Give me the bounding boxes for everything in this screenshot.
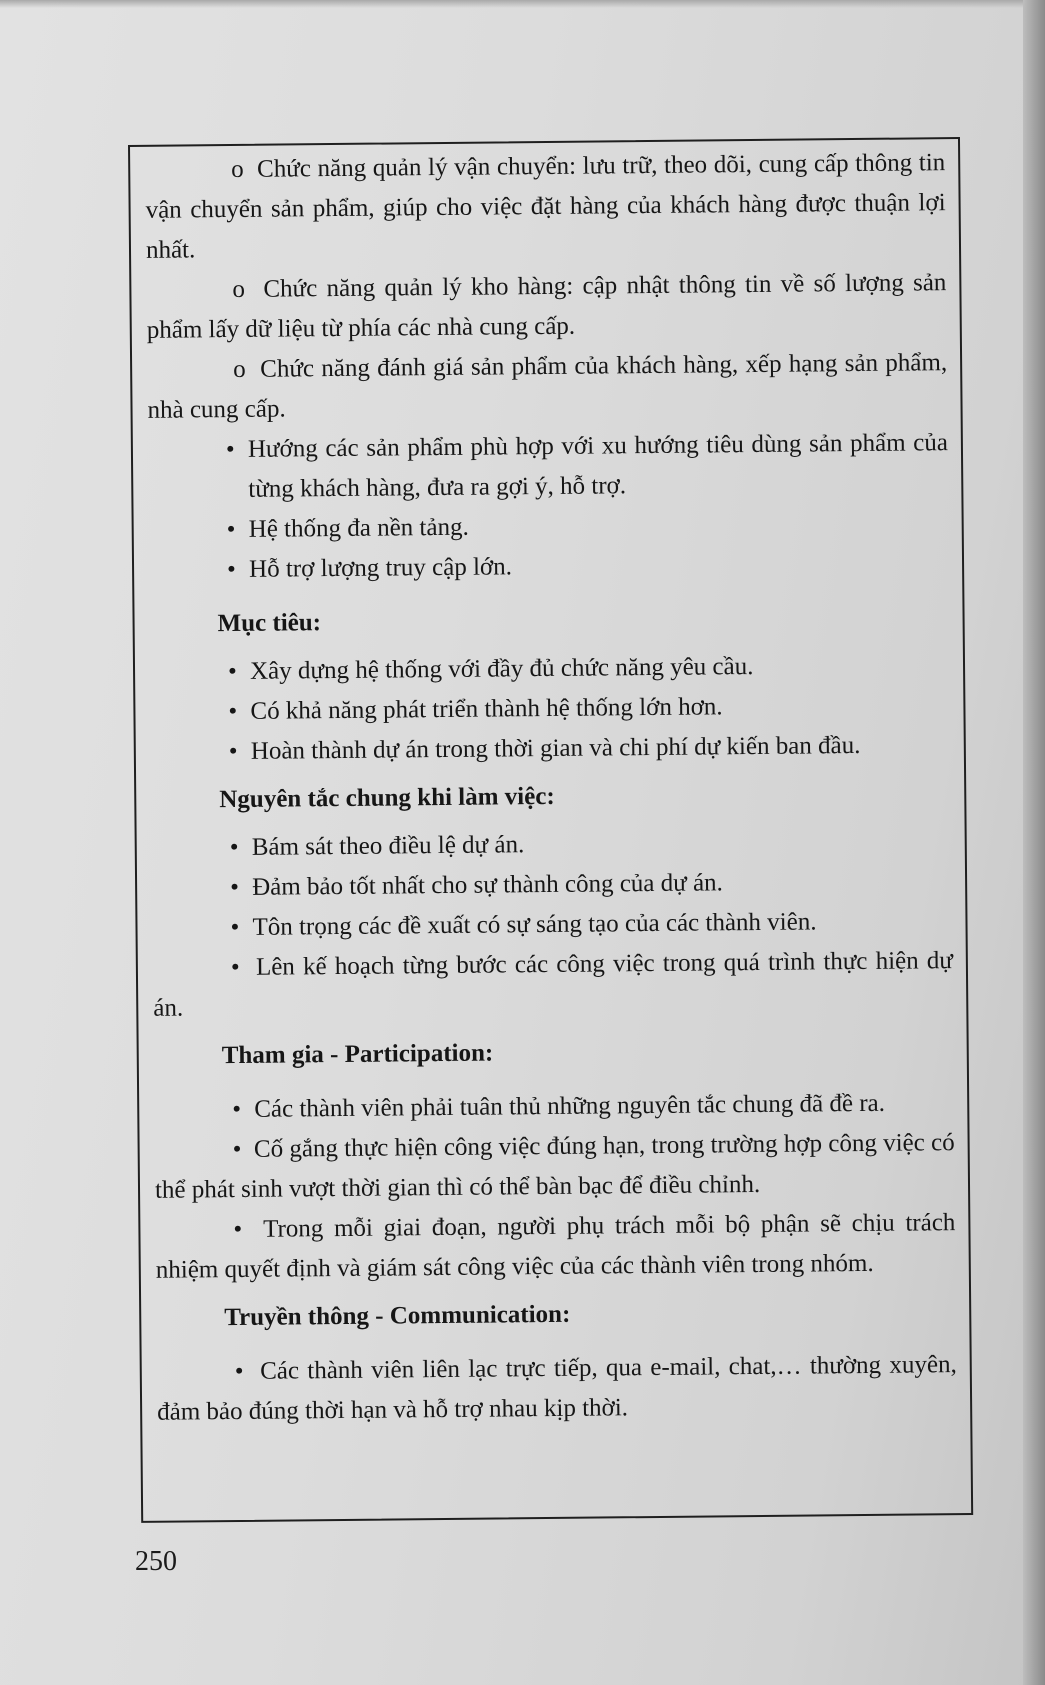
circle-item: o Chức năng quản lý kho hàng: cập nhật thông tin về số lượng sản phẩm lấy dữ liệu từ phía các nhà cung cấp.: [146, 269, 947, 344]
bullet-dot: •: [229, 833, 239, 862]
circle-item: o Chức năng đánh giá sản phẩm của khách hàng, xếp hạng sản phẩm, nhà cung cấp.: [147, 349, 948, 424]
bullet-item: • Đảm bảo tốt nhất cho sự thành công của dự án.: [152, 861, 952, 909]
section-heading-tham-gia: Tham gia - Participation:: [221, 1039, 494, 1070]
bullet-dot: •: [230, 953, 240, 982]
bullet-item: • Các thành viên liên lạc trực tiếp, qua e-mail, chat,… thường xuyên, đảm bảo đúng thời hạn và hỗ trợ nhau kịp thời.: [157, 1351, 957, 1426]
bullet-item: • Bám sát theo điều lệ dự án.: [152, 821, 952, 869]
bullet-item: • Các thành viên phải tuân thủ những nguyên tắc chung đã đề ra.: [154, 1083, 954, 1131]
bullet-dot: •: [226, 515, 236, 544]
bullet-dot: •: [230, 873, 240, 902]
bullet-item: • Tôn trọng các đề xuất có sự sáng tạo của các thành viên.: [152, 901, 952, 949]
page-number: 250: [135, 1546, 177, 1577]
section-heading-truyen-thong: Truyền thông - Communication:: [224, 1300, 571, 1332]
bullet-dot: •: [232, 1135, 242, 1164]
content-box: [128, 137, 973, 1523]
bullet-item: • Hỗ trợ lượng truy cập lớn.: [149, 543, 949, 591]
page-right-edge: [1023, 0, 1045, 1685]
circle-item: o Chức năng quản lý vận chuyển: lưu trữ, theo dõi, cung cấp thông tin vận chuyển sản phẩm, giúp cho việc đặt hàng của khách hàng được thuận lợi nhất.: [145, 149, 946, 264]
bullet-dot: •: [233, 1215, 243, 1244]
bullet-dot: •: [234, 1357, 244, 1386]
bullet-dot: •: [230, 913, 240, 942]
content-body: [145, 143, 957, 1433]
page-top-shadow: [0, 0, 1045, 8]
bullet-item: • Hướng các sản phẩm phù hợp với xu hướng tiêu dùng sản phẩm của từng khách hàng, đưa ra gợi ý, hỗ trợ.: [225, 429, 949, 503]
bullet-dot: •: [225, 435, 235, 464]
section-heading-muc-tieu: Mục tiêu:: [217, 609, 322, 638]
bullet-dot: •: [232, 1095, 242, 1124]
bullet-item: • Trong mỗi giai đoạn, người phụ trách mỗi bộ phận sẽ chịu trách nhiệm quyết định và giám sát công việc của các thành viên trong nhóm.: [155, 1209, 956, 1284]
bullet-item: • Lên kế hoạch từng bước các công việc trong quá trình thực hiện dự án.: [153, 947, 954, 1022]
section-heading-nguyen-tac: Nguyên tắc chung khi làm việc:: [219, 782, 555, 814]
bullet-dot: •: [226, 555, 236, 584]
bullet-item: • Hệ thống đa nền tảng.: [149, 503, 949, 551]
bullet-item: • Cố gắng thực hiện công việc đúng hạn, trong trường hợp công việc có thể phát sinh vượt thời gian thì có thể bàn bạc để điều chỉnh.: [154, 1129, 955, 1204]
bullet-dot: •: [228, 697, 238, 726]
bullet-dot: •: [228, 737, 238, 766]
bullet-dot: •: [227, 657, 237, 686]
bullet-item: • Có khả năng phát triển thành hệ thống lớn hơn.: [150, 685, 950, 733]
bullet-item: • Xây dựng hệ thống với đầy đủ chức năng yêu cầu.: [150, 645, 950, 693]
bullet-item: • Hoàn thành dự án trong thời gian và chi phí dự kiến ban đầu.: [151, 725, 951, 773]
